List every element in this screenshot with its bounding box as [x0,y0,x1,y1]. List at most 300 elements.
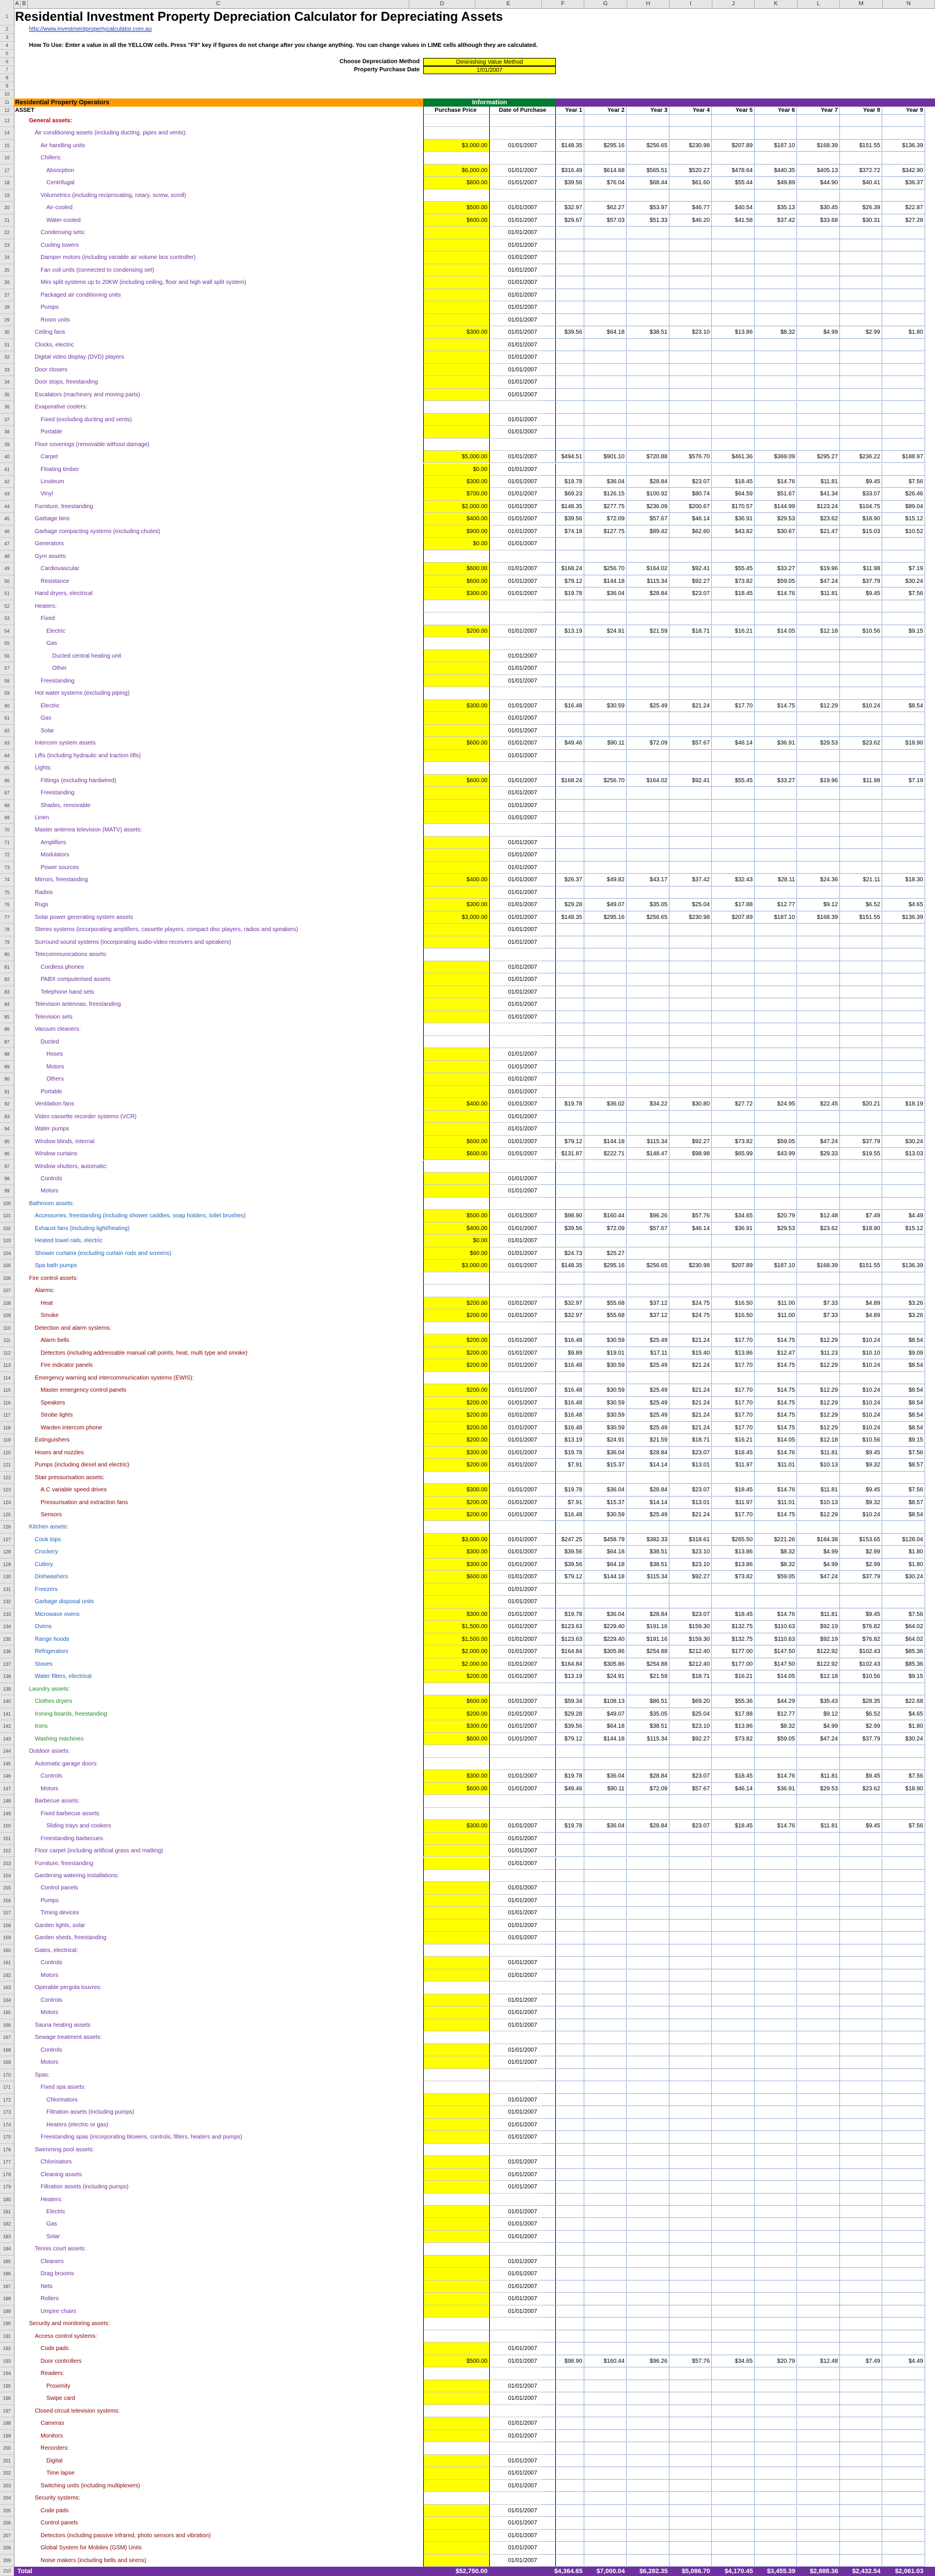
row-number[interactable]: 53 [0,612,14,625]
date-of-purchase-cell[interactable]: 01/01/2007 [489,1210,556,1222]
row-number[interactable]: 89 [0,1061,14,1073]
row-number[interactable]: 114 [0,1372,14,1384]
row-number[interactable]: 54 [0,625,14,637]
purchase-price-input[interactable] [423,1969,489,1982]
column-header-b[interactable]: B [21,0,28,8]
date-of-purchase-cell[interactable]: 01/01/2007 [489,1048,556,1060]
row-number[interactable]: 100 [0,1198,14,1210]
date-of-purchase-cell[interactable]: 01/01/2007 [489,1783,556,1795]
row-number[interactable]: 164 [0,1994,14,2006]
row-number[interactable]: 162 [0,1969,14,1982]
purchase-price-input[interactable] [423,1173,489,1185]
date-of-purchase-cell[interactable]: 01/01/2007 [489,177,556,189]
date-of-purchase-cell[interactable]: 01/01/2007 [489,1833,556,1845]
purchase-price-input[interactable] [423,2169,489,2181]
row-number[interactable]: 50 [0,575,14,588]
purchase-price-input[interactable]: $200.00 [423,1509,489,1521]
date-of-purchase-cell[interactable]: 01/01/2007 [489,1695,556,1707]
purchase-price-input[interactable]: $600.00 [423,1783,489,1795]
row-number[interactable]: 81 [0,961,14,973]
purchase-price-input[interactable]: $600.00 [423,737,489,749]
purchase-price-input[interactable] [423,787,489,799]
date-of-purchase-cell[interactable]: 01/01/2007 [489,2231,556,2243]
date-of-purchase-cell[interactable]: 01/01/2007 [489,1882,556,1894]
purchase-price-input[interactable]: $200.00 [423,1397,489,1409]
row-number[interactable]: 9 [0,82,14,90]
row-number[interactable]: 30 [0,326,14,338]
row-number[interactable]: 112 [0,1347,14,1359]
row-number[interactable]: 16 [0,152,14,164]
depreciation-method-select[interactable]: Diminishing Value Method [423,58,556,66]
column-header-g[interactable]: G [584,0,627,8]
date-of-purchase-cell[interactable]: 01/01/2007 [489,464,556,476]
purchase-price-input[interactable] [423,725,489,737]
date-of-purchase-cell[interactable]: 01/01/2007 [489,301,556,313]
row-number[interactable]: 64 [0,750,14,762]
purchase-price-input[interactable]: $900.00 [423,526,489,538]
purchase-price-input[interactable]: $400.00 [423,1223,489,1235]
purchase-price-input[interactable] [423,849,489,861]
date-of-purchase-cell[interactable]: 01/01/2007 [489,2542,556,2554]
purchase-price-input[interactable] [423,414,489,426]
date-of-purchase-cell[interactable]: 01/01/2007 [489,1497,556,1509]
purchase-price-input[interactable] [423,2480,489,2492]
purchase-price-input[interactable]: $300.00 [423,1447,489,1459]
row-number[interactable]: 77 [0,911,14,924]
row-number[interactable]: 155 [0,1882,14,1894]
date-of-purchase-cell[interactable]: 01/01/2007 [489,1858,556,1870]
row-number[interactable]: 34 [0,376,14,388]
date-of-purchase-cell[interactable]: 01/01/2007 [489,1148,556,1160]
date-of-purchase-cell[interactable]: 01/01/2007 [489,2044,556,2056]
row-number[interactable]: 38 [0,426,14,438]
row-number[interactable]: 171 [0,2081,14,2093]
row-number[interactable]: 200 [0,2442,14,2454]
date-of-purchase-cell[interactable]: 01/01/2007 [489,1247,556,1260]
row-number[interactable]: 180 [0,2194,14,2206]
purchase-price-input[interactable] [423,2006,489,2019]
column-header-m[interactable]: M [840,0,883,8]
date-of-purchase-cell[interactable]: 01/01/2007 [489,1073,556,1085]
date-of-purchase-cell[interactable]: 01/01/2007 [489,973,556,986]
row-number[interactable]: 110 [0,1322,14,1334]
row-number[interactable]: 140 [0,1695,14,1707]
row-number[interactable]: 150 [0,1820,14,1832]
row-number[interactable]: 46 [0,526,14,538]
row-number[interactable]: 204 [0,2492,14,2504]
date-of-purchase-cell[interactable]: 01/01/2007 [489,1559,556,1571]
purchase-price-input[interactable] [423,1920,489,1932]
row-number[interactable]: 123 [0,1484,14,1496]
date-of-purchase-cell[interactable]: 01/01/2007 [489,2480,556,2492]
row-number[interactable]: 208 [0,2542,14,2554]
date-of-purchase-cell[interactable]: 01/01/2007 [489,2056,556,2068]
purchase-price-input[interactable] [423,2293,489,2305]
purchase-price-input[interactable]: $300.00 [423,326,489,338]
date-of-purchase-cell[interactable]: 01/01/2007 [489,140,556,152]
purchase-price-input[interactable]: $2,000.00 [423,1658,489,1670]
row-number[interactable]: 157 [0,1907,14,1919]
row-number[interactable]: 185 [0,2256,14,2268]
purchase-price-input[interactable]: $500.00 [423,202,489,214]
row-number[interactable]: 4 [0,42,14,50]
row-number[interactable]: 44 [0,501,14,513]
row-number[interactable]: 191 [0,2330,14,2343]
row-number[interactable]: 7 [0,66,14,74]
date-of-purchase-cell[interactable]: 01/01/2007 [489,1621,556,1633]
select-all-corner[interactable] [0,0,14,8]
date-of-purchase-cell[interactable]: 01/01/2007 [489,712,556,724]
purchase-price-input[interactable]: $200.00 [423,1670,489,1683]
purchase-price-input[interactable] [423,1073,489,1085]
purchase-date-input[interactable]: 1/01/2007 [423,66,556,74]
row-number[interactable]: 146 [0,1770,14,1782]
row-number[interactable]: 15 [0,140,14,152]
purchase-price-input[interactable]: $200.00 [423,1422,489,1434]
purchase-price-input[interactable]: $300.00 [423,1608,489,1621]
date-of-purchase-cell[interactable]: 01/01/2007 [489,700,556,712]
purchase-price-input[interactable] [423,389,489,401]
purchase-price-input[interactable] [423,1994,489,2006]
date-of-purchase-cell[interactable]: 01/01/2007 [489,2430,556,2442]
date-of-purchase-cell[interactable]: 01/01/2007 [489,2392,556,2404]
purchase-price-input[interactable]: $400.00 [423,1098,489,1110]
purchase-price-input[interactable]: $700.00 [423,488,489,500]
row-number[interactable]: 69 [0,812,14,824]
row-number[interactable]: 189 [0,2305,14,2318]
row-number[interactable]: 31 [0,339,14,351]
purchase-price-input[interactable] [423,364,489,376]
date-of-purchase-cell[interactable]: 01/01/2007 [489,2006,556,2019]
date-of-purchase-cell[interactable]: 01/01/2007 [489,2206,556,2218]
row-number[interactable]: 139 [0,1683,14,1695]
purchase-price-input[interactable] [423,301,489,313]
row-number[interactable]: 1 [0,8,14,25]
row-number[interactable]: 23 [0,239,14,251]
purchase-price-input[interactable]: $300.00 [423,1820,489,1832]
date-of-purchase-cell[interactable]: 01/01/2007 [489,1235,556,1247]
date-of-purchase-cell[interactable]: 01/01/2007 [489,1583,556,1596]
purchase-price-input[interactable] [423,936,489,948]
purchase-price-input[interactable]: $300.00 [423,899,489,911]
purchase-price-input[interactable] [423,1833,489,1845]
row-number[interactable]: 29 [0,314,14,326]
date-of-purchase-cell[interactable]: 01/01/2007 [489,2467,556,2479]
purchase-price-input[interactable]: $6,000.00 [423,165,489,177]
column-header-l[interactable]: L [798,0,840,8]
date-of-purchase-cell[interactable]: 01/01/2007 [489,276,556,289]
purchase-price-input[interactable]: $3,000.00 [423,140,489,152]
row-number[interactable]: 102 [0,1223,14,1235]
purchase-price-input[interactable] [423,2181,489,2193]
row-number[interactable]: 210 [0,2567,14,2576]
purchase-price-input[interactable]: $2,000.00 [423,501,489,513]
date-of-purchase-cell[interactable]: 01/01/2007 [489,1733,556,1745]
column-header-i[interactable]: I [670,0,712,8]
row-number[interactable]: 126 [0,1521,14,1533]
date-of-purchase-cell[interactable]: 01/01/2007 [489,2156,556,2168]
row-number[interactable]: 56 [0,650,14,662]
date-of-purchase-cell[interactable]: 01/01/2007 [489,364,556,376]
row-number[interactable]: 71 [0,837,14,849]
purchase-price-input[interactable] [423,2206,489,2218]
row-number[interactable]: 203 [0,2480,14,2492]
purchase-price-input[interactable] [423,1882,489,1894]
date-of-purchase-cell[interactable]: 01/01/2007 [489,2530,556,2542]
row-number[interactable]: 206 [0,2517,14,2529]
date-of-purchase-cell[interactable]: 01/01/2007 [489,1434,556,1446]
row-number[interactable]: 5 [0,50,14,58]
column-header-f[interactable]: F [542,0,584,8]
row-number[interactable]: 148 [0,1795,14,1807]
purchase-price-input[interactable]: $600.00 [423,1136,489,1148]
row-number[interactable]: 207 [0,2530,14,2542]
date-of-purchase-cell[interactable]: 01/01/2007 [489,1534,556,1546]
row-number[interactable]: 10 [0,90,14,98]
date-of-purchase-cell[interactable]: 01/01/2007 [489,911,556,924]
row-number[interactable]: 125 [0,1509,14,1521]
purchase-price-input[interactable]: $200.00 [423,1708,489,1720]
row-number[interactable]: 20 [0,202,14,214]
row-number[interactable]: 97 [0,1161,14,1173]
purchase-price-input[interactable]: $300.00 [423,1559,489,1571]
purchase-price-input[interactable] [423,239,489,251]
date-of-purchase-cell[interactable]: 01/01/2007 [489,812,556,824]
row-number[interactable]: 18 [0,177,14,189]
row-number[interactable]: 68 [0,800,14,812]
row-number[interactable]: 104 [0,1247,14,1260]
purchase-price-input[interactable] [423,2106,489,2118]
date-of-purchase-cell[interactable]: 01/01/2007 [489,351,556,363]
purchase-price-input[interactable]: $200.00 [423,1409,489,1421]
purchase-price-input[interactable] [423,2268,489,2280]
date-of-purchase-cell[interactable]: 01/01/2007 [489,414,556,426]
column-header-k[interactable]: K [755,0,798,8]
date-of-purchase-cell[interactable]: 01/01/2007 [489,1447,556,1459]
purchase-price-input[interactable] [423,998,489,1010]
purchase-price-input[interactable] [423,2417,489,2429]
purchase-price-input[interactable] [423,650,489,662]
date-of-purchase-cell[interactable]: 01/01/2007 [489,2380,556,2392]
row-number[interactable]: 78 [0,924,14,936]
date-of-purchase-cell[interactable]: 01/01/2007 [489,1136,556,1148]
date-of-purchase-cell[interactable]: 01/01/2007 [489,2256,556,2268]
row-number[interactable]: 48 [0,550,14,563]
purchase-price-input[interactable] [423,264,489,276]
row-number[interactable]: 121 [0,1459,14,1471]
row-number[interactable]: 186 [0,2268,14,2280]
purchase-price-input[interactable] [423,750,489,762]
date-of-purchase-cell[interactable]: 01/01/2007 [489,1111,556,1123]
column-header-c[interactable]: C [28,0,409,8]
date-of-purchase-cell[interactable]: 01/01/2007 [489,849,556,861]
purchase-price-input[interactable] [423,2505,489,2517]
purchase-price-input[interactable]: $200.00 [423,1347,489,1359]
date-of-purchase-cell[interactable]: 01/01/2007 [489,1932,556,1944]
row-number[interactable]: 152 [0,1845,14,1857]
row-number[interactable]: 103 [0,1235,14,1247]
date-of-purchase-cell[interactable]: 01/01/2007 [489,2019,556,2031]
row-number[interactable]: 124 [0,1497,14,1509]
date-of-purchase-cell[interactable]: 01/01/2007 [489,1223,556,1235]
purchase-price-input[interactable]: $600.00 [423,1571,489,1583]
row-number[interactable]: 168 [0,2044,14,2056]
row-number[interactable]: 198 [0,2417,14,2429]
row-number[interactable]: 35 [0,389,14,401]
date-of-purchase-cell[interactable]: 01/01/2007 [489,1546,556,1558]
purchase-price-input[interactable]: $600.00 [423,214,489,227]
date-of-purchase-cell[interactable]: 01/01/2007 [489,264,556,276]
date-of-purchase-cell[interactable]: 01/01/2007 [489,2169,556,2181]
purchase-price-input[interactable]: $300.00 [423,1546,489,1558]
row-number[interactable]: 107 [0,1285,14,1297]
row-number[interactable]: 111 [0,1334,14,1347]
purchase-price-input[interactable] [423,862,489,874]
row-number[interactable]: 127 [0,1534,14,1546]
purchase-price-input[interactable] [423,961,489,973]
row-number[interactable]: 177 [0,2156,14,2168]
purchase-price-input[interactable] [423,2542,489,2554]
row-number[interactable]: 101 [0,1210,14,1222]
purchase-price-input[interactable]: $1,500.00 [423,1633,489,1645]
row-number[interactable]: 133 [0,1608,14,1621]
row-number[interactable]: 188 [0,2293,14,2305]
purchase-price-input[interactable]: $600.00 [423,563,489,575]
purchase-price-input[interactable] [423,2156,489,2168]
row-number[interactable]: 79 [0,936,14,948]
row-number[interactable]: 17 [0,165,14,177]
row-number[interactable]: 90 [0,1073,14,1085]
date-of-purchase-cell[interactable]: 01/01/2007 [489,1334,556,1347]
date-of-purchase-cell[interactable]: 01/01/2007 [489,1969,556,1982]
purchase-price-input[interactable] [423,2380,489,2392]
date-of-purchase-cell[interactable]: 01/01/2007 [489,2281,556,2293]
purchase-price-input[interactable]: $300.00 [423,476,489,488]
purchase-price-input[interactable] [423,1907,489,1919]
row-number[interactable]: 115 [0,1384,14,1396]
purchase-price-input[interactable] [423,2019,489,2031]
date-of-purchase-cell[interactable]: 01/01/2007 [489,1422,556,1434]
purchase-price-input[interactable]: $1,500.00 [423,1621,489,1633]
date-of-purchase-cell[interactable]: 01/01/2007 [489,1907,556,1919]
row-number[interactable]: 36 [0,401,14,413]
row-number[interactable]: 87 [0,1036,14,1048]
date-of-purchase-cell[interactable]: 01/01/2007 [489,874,556,886]
row-number[interactable]: 8 [0,74,14,82]
row-number[interactable]: 98 [0,1173,14,1185]
purchase-price-input[interactable] [423,1845,489,1857]
purchase-price-input[interactable] [423,1048,489,1060]
purchase-price-input[interactable]: $3,000.00 [423,1260,489,1272]
row-number[interactable]: 169 [0,2056,14,2068]
row-number[interactable]: 106 [0,1272,14,1285]
date-of-purchase-cell[interactable]: 01/01/2007 [489,2218,556,2230]
purchase-price-input[interactable]: $300.00 [423,1484,489,1496]
row-number[interactable]: 163 [0,1982,14,1994]
purchase-price-input[interactable] [423,2094,489,2106]
date-of-purchase-cell[interactable]: 01/01/2007 [489,2094,556,2106]
row-number[interactable]: 76 [0,899,14,911]
row-number[interactable]: 183 [0,2231,14,2243]
date-of-purchase-cell[interactable]: 01/01/2007 [489,227,556,239]
purchase-price-input[interactable] [423,2430,489,2442]
purchase-price-input[interactable] [423,2517,489,2529]
date-of-purchase-cell[interactable]: 01/01/2007 [489,2417,556,2429]
row-number[interactable]: 2 [0,25,14,34]
row-number[interactable]: 28 [0,301,14,313]
purchase-price-input[interactable] [423,1123,489,1135]
date-of-purchase-cell[interactable]: 01/01/2007 [489,202,556,214]
row-number[interactable]: 86 [0,1023,14,1035]
date-of-purchase-cell[interactable]: 01/01/2007 [489,1957,556,1969]
purchase-price-input[interactable] [423,2305,489,2318]
purchase-price-input[interactable] [423,812,489,824]
date-of-purchase-cell[interactable]: 01/01/2007 [489,1670,556,1683]
date-of-purchase-cell[interactable]: 01/01/2007 [489,1658,556,1670]
date-of-purchase-cell[interactable]: 01/01/2007 [489,1820,556,1832]
date-of-purchase-cell[interactable]: 01/01/2007 [489,675,556,687]
purchase-price-input[interactable] [423,2281,489,2293]
date-of-purchase-cell[interactable]: 01/01/2007 [489,2268,556,2280]
date-of-purchase-cell[interactable]: 01/01/2007 [489,2119,556,2131]
row-number[interactable]: 195 [0,2380,14,2392]
purchase-price-input[interactable] [423,2455,489,2467]
purchase-price-input[interactable] [423,662,489,674]
purchase-price-input[interactable] [423,2530,489,2542]
row-number[interactable]: 151 [0,1833,14,1845]
row-number[interactable]: 118 [0,1422,14,1434]
purchase-price-input[interactable]: $800.00 [423,177,489,189]
row-number[interactable]: 45 [0,513,14,525]
row-number[interactable]: 85 [0,1011,14,1023]
row-number[interactable]: 201 [0,2455,14,2467]
row-number[interactable]: 27 [0,289,14,301]
purchase-price-input[interactable]: $200.00 [423,1297,489,1309]
row-number[interactable]: 73 [0,862,14,874]
date-of-purchase-cell[interactable]: 01/01/2007 [489,998,556,1010]
row-number[interactable]: 55 [0,637,14,650]
date-of-purchase-cell[interactable]: 01/01/2007 [489,1509,556,1521]
purchase-price-input[interactable]: $400.00 [423,513,489,525]
row-number[interactable]: 170 [0,2069,14,2081]
date-of-purchase-cell[interactable]: 01/01/2007 [489,251,556,264]
purchase-price-input[interactable] [423,1086,489,1098]
row-number[interactable]: 65 [0,762,14,774]
date-of-purchase-cell[interactable]: 01/01/2007 [489,526,556,538]
row-number[interactable]: 202 [0,2467,14,2479]
date-of-purchase-cell[interactable]: 01/01/2007 [489,1608,556,1621]
row-number[interactable]: 138 [0,1670,14,1683]
purchase-price-input[interactable]: $300.00 [423,588,489,600]
row-number[interactable]: 161 [0,1957,14,1969]
row-number[interactable]: 105 [0,1260,14,1272]
purchase-price-input[interactable] [423,712,489,724]
date-of-purchase-cell[interactable]: 01/01/2007 [489,2343,556,2355]
purchase-price-input[interactable]: $200.00 [423,1359,489,1371]
row-number[interactable]: 83 [0,986,14,998]
row-number[interactable]: 149 [0,1808,14,1820]
row-number[interactable]: 142 [0,1720,14,1732]
date-of-purchase-cell[interactable]: 01/01/2007 [489,2181,556,2193]
date-of-purchase-cell[interactable]: 01/01/2007 [489,924,556,936]
row-number[interactable]: 160 [0,1944,14,1957]
row-number[interactable]: 128 [0,1546,14,1558]
date-of-purchase-cell[interactable]: 01/01/2007 [489,986,556,998]
purchase-price-input[interactable]: $600.00 [423,1695,489,1707]
column-header-d[interactable]: D [409,0,475,8]
date-of-purchase-cell[interactable]: 01/01/2007 [489,214,556,227]
purchase-price-input[interactable]: $60.00 [423,1247,489,1260]
